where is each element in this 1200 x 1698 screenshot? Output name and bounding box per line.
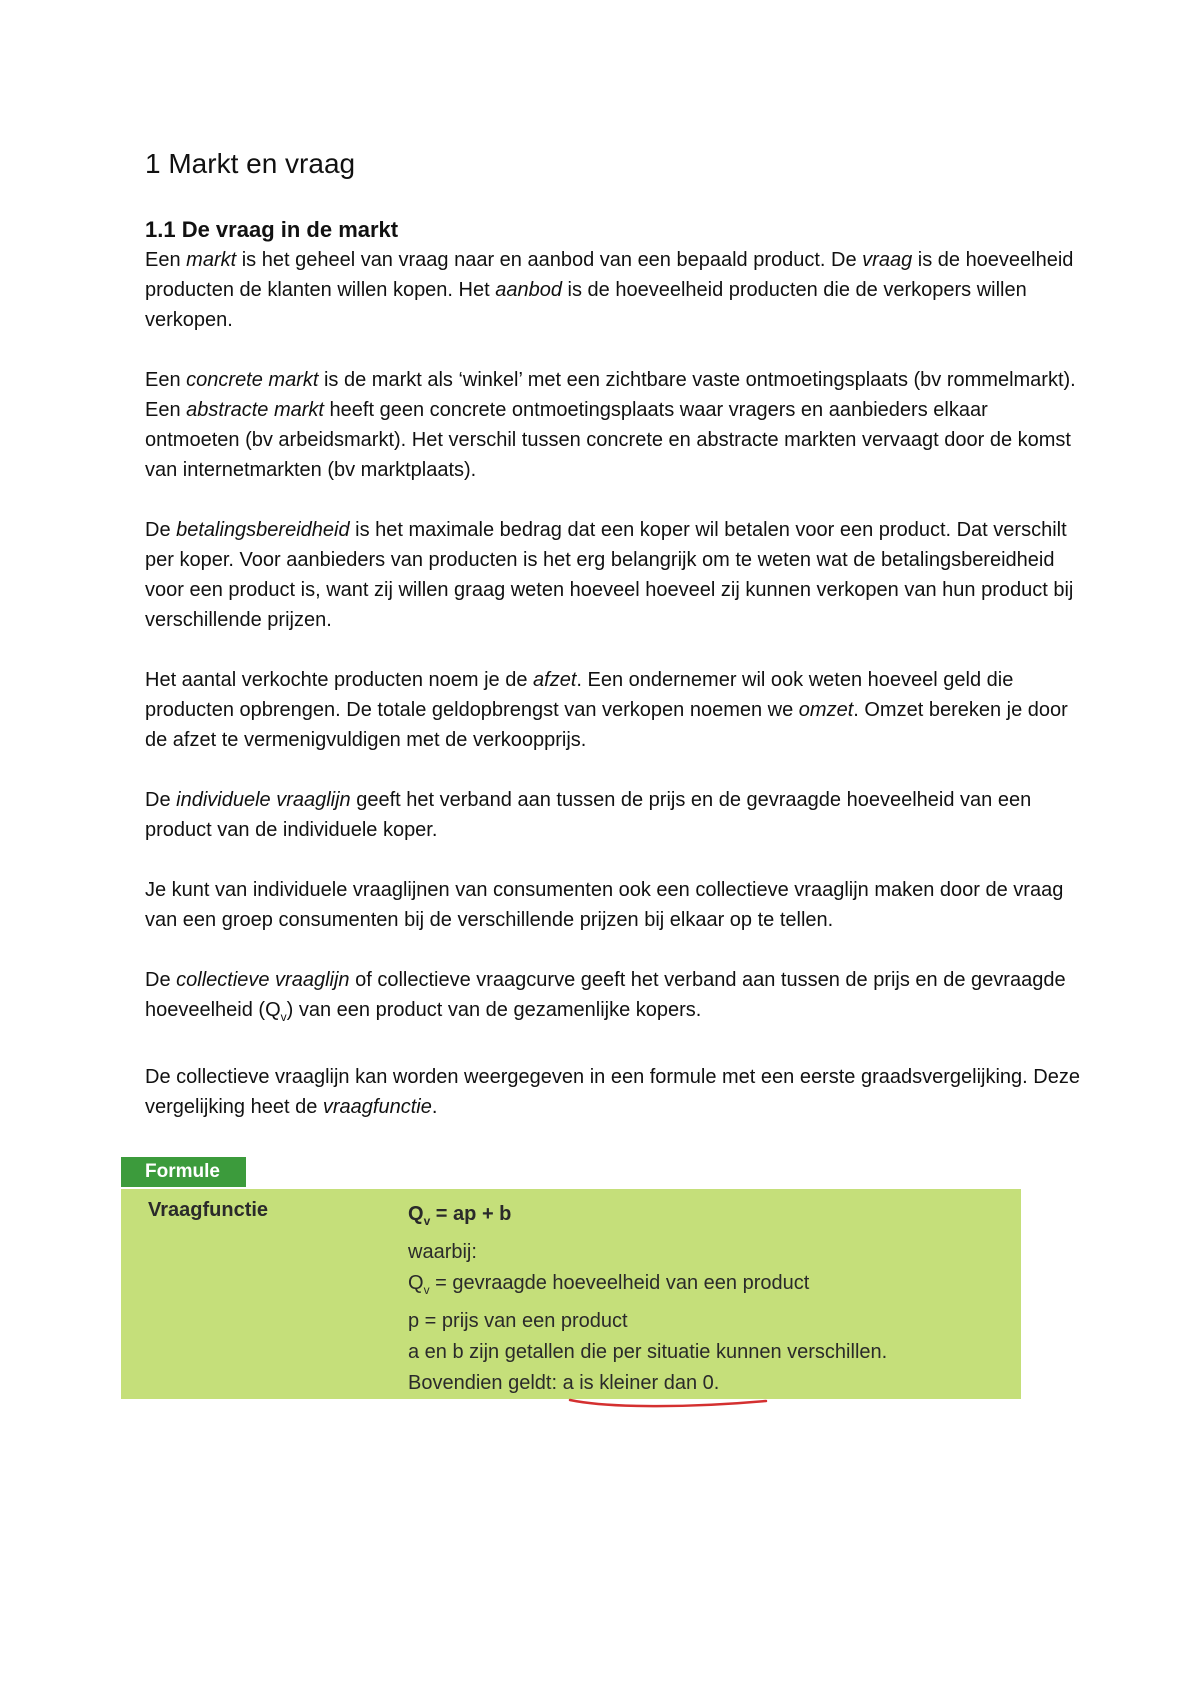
paragraph-vraagfunctie: De collectieve vraaglijn kan worden weergegeven in een formule met een eerste graadsvergelijking. Deze vergelijking heet de vraagfunctie. — [145, 1065, 1080, 1118]
formula-tab: Formule — [121, 1157, 246, 1187]
formula-ab-definition: a en b zijn getallen die per situatie kunnen verschillen. — [408, 1341, 888, 1363]
underlined-text: a is kleiner dan 0. — [562, 1372, 720, 1394]
heading-2: 1.1 De vraag in de markt — [145, 216, 399, 242]
formula-block — [121, 1157, 1021, 1399]
paragraph-individuele-vraaglijn: De individuele vraaglijn geeft het verband aan tussen de prijs en de gevraagde hoeveelheid van een product van de individuele koper. — [145, 788, 1032, 841]
formula-waarbij: waarbij: — [408, 1241, 477, 1263]
paragraph-concrete-markt: Een concrete markt is de markt als ‘winkel’ met een zichtbare vaste ontmoetingsplaats (bv rommelmarkt). Een abstracte markt heeft geen concrete ontmoetingsplaats waar vragers en aanbieders elkaar ontmoeten (bv arbeidsmarkt). Het verschil tussen concrete en abstracte markten vervaagt door de komst van internetmarkten (bv marktplaats). — [145, 368, 1076, 481]
paragraph-markt: Een markt is het geheel van vraag naar en aanbod van een bepaald product. De vraag is de hoeveelheid producten de klanten willen kopen. Het aanbod is de hoeveelheid producten die de verkopers willen verkopen. — [145, 248, 1074, 331]
heading-1: 1 Markt en vraag — [145, 148, 356, 179]
red-underline-mark — [568, 1396, 768, 1410]
paragraph-collectieve-vraaglijn: De collectieve vraaglijn of collectieve vraagcurve geeft het verband aan tussen de prijs en de gevraagde hoeveelheid $(Q_v)$ van een product van de gezamenlijke kopers. — [145, 968, 1066, 1024]
formula-equation: $Q_v$ = ap + b — [408, 1203, 512, 1228]
formula-box — [121, 1189, 1021, 1399]
paragraph-collectieve-vraaglijn-maken: Je kunt van individuele vraaglijnen van consumenten ook een collectieve vraaglijn maken door de vraag van een groep consumenten bij de verschillende prijzen bij elkaar op te tellen. — [145, 878, 1064, 931]
paragraph-betalingsbereidheid: De betalingsbereidheid is het maximale bedrag dat een koper wil betalen voor een product. Dat verschilt per koper. Voor aanbieders van producten is het erg belangrijk om te weten wat de betalingsbereidheid voor een product is, want zij willen graag weten hoeveel hoeveel zij kunnen verkopen van hun product bij verschillende prijzen. — [145, 518, 1074, 631]
document-content — [145, 147, 1080, 1152]
formula-name: Vraagfunctie — [148, 1199, 269, 1221]
formula-q-definition: $Q_v$ = gevraagde hoeveelheid van een product — [408, 1272, 810, 1297]
paragraph-afzet: Het aantal verkochte producten noem je de afzet. Een ondernemer wil ook weten hoeveel geld die producten opbrengen. De totale geldopbrengst van verkopen noemen we omzet. Omzet bereken je door de afzet te vermenigvuldigen met de verkoopprijs. — [145, 668, 1068, 751]
red-underline-path — [570, 1400, 766, 1406]
formula-extra-condition: Bovendien geldt: a is kleiner dan 0. — [408, 1368, 887, 1399]
formula-lines — [408, 1199, 887, 1399]
formula-p-definition: p = prijs van een product — [408, 1310, 628, 1332]
